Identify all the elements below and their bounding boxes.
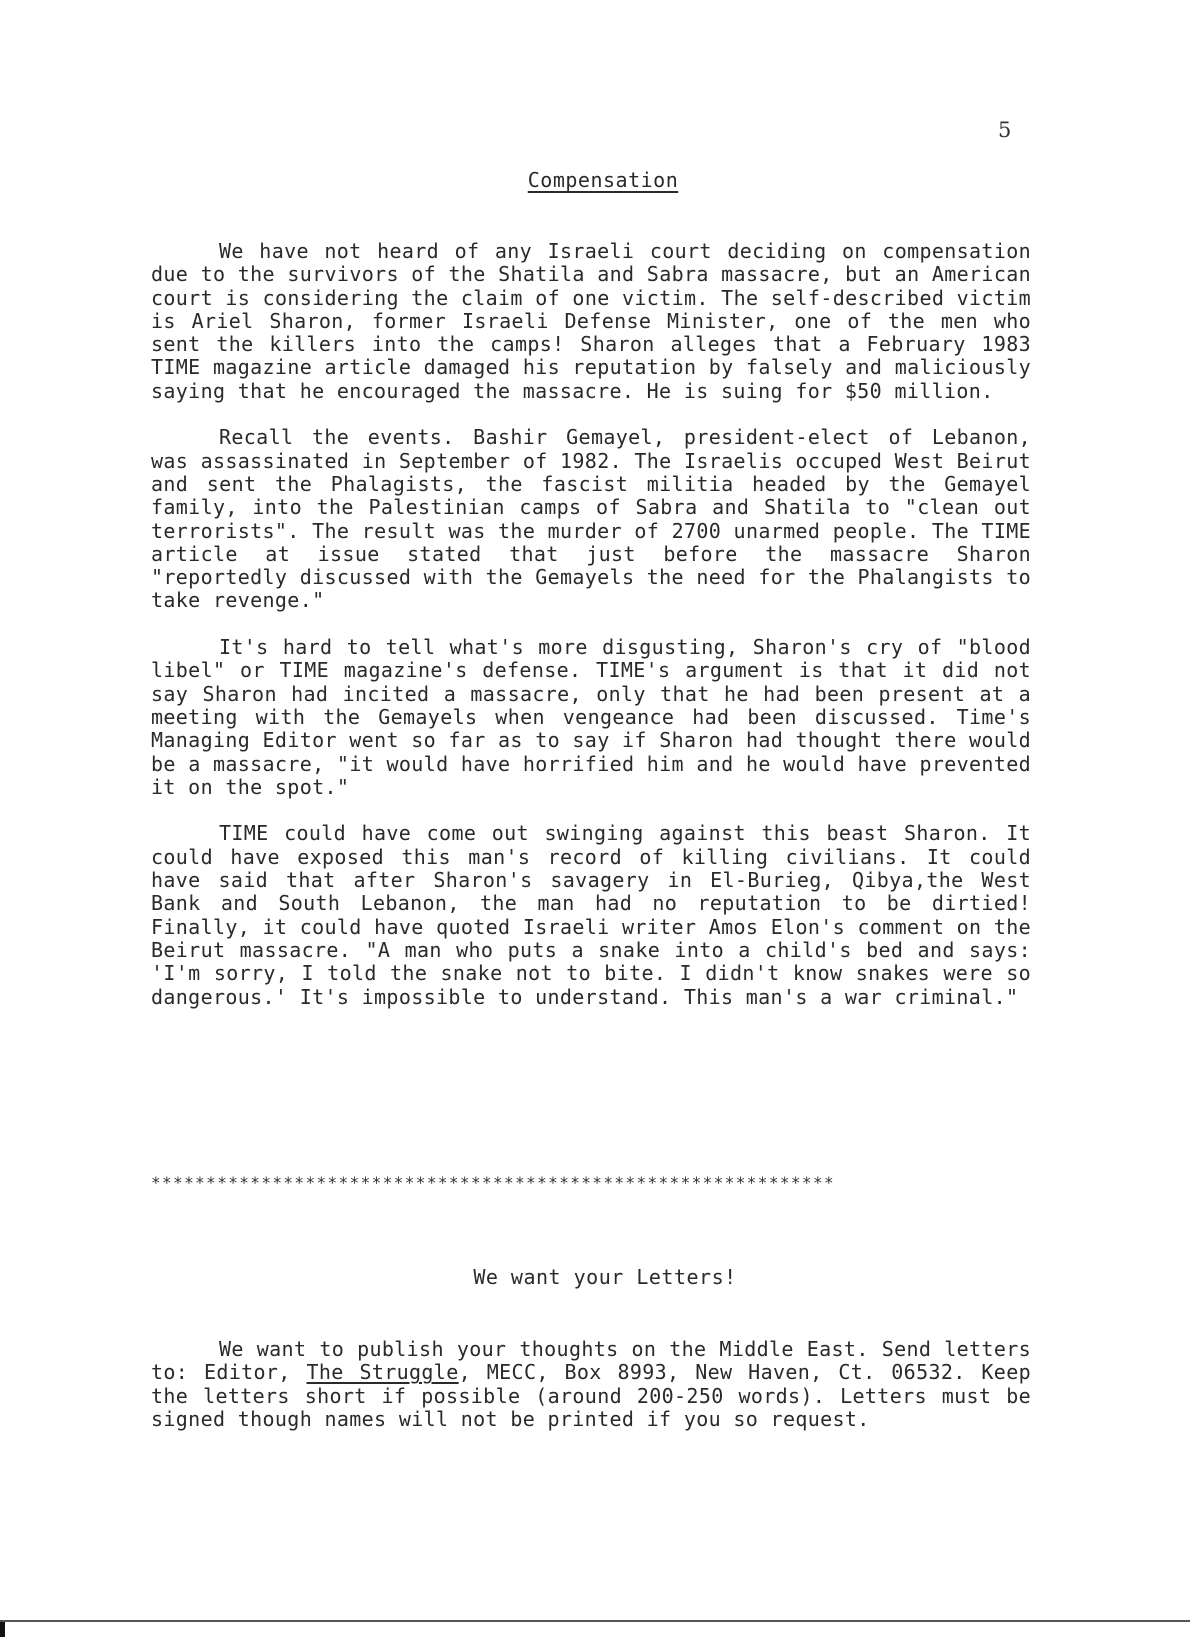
- compensation-title: [0, 168, 1190, 192]
- page-number: 5: [998, 118, 1012, 142]
- letters-paragraph: [151, 1338, 1031, 1431]
- letters-body: [151, 1338, 1031, 1431]
- letters-title: We want your Letters!: [473, 1265, 737, 1289]
- compensation-paragraph-3: It's hard to tell what's more disgusting, Sharon's cry of "blood libel" or TIME magazine's defense. TIME's argument is that it did not say Sharon had incited a massacre, only that he had been present at a meeting with the Gemayels when vengeance had been discussed. Time's Managing Editor went so far as to say if Sharon had thought there would be a massacre, "it would have horrified him and he would have prevented it on the spot.": [151, 635, 1031, 799]
- publication-name: The Struggle: [306, 1360, 459, 1385]
- scan-bottom-line: [0, 1620, 1190, 1622]
- compensation-paragraph-2: Recall the events. Bashir Gemayel, president-elect of Lebanon, was assassinated in September of 1982. The Israelis occuped West Beirut and sent the Phalagists, the fascist militia headed by the Gemayel family, into the Palestinian camps of Sabra and Shatila to "clean out terrorists". The result was the murder of 2700 unarmed people. The TIME article at issue stated that just before the massacre Sharon "reportedly discussed with the Gemayels the need for the Phalangists to take revenge.": [151, 425, 1031, 613]
- scan-edge-mark: [0, 1622, 5, 1637]
- compensation-paragraph-4: TIME could have come out swinging against this beast Sharon. It could have exposed this man's record of killing civilians. It could have said that after Sharon's savagery in El-Burieg, Qibya,the West Bank and South Lebanon, the man had no reputation to be dirtied! Finally, it could have quoted Israeli writer Amos Elon's comment on the Beirut massacre. "A man who puts a snake into a child's bed and says: 'I'm sorry, I told the snake not to bite. I didn't know snakes were so dangerous.' It's impossible to understand. This man's a war criminal.": [151, 821, 1031, 1009]
- letters-rest: , MECC, Box 8993, New Haven, Ct. 06532. Keep the letters short if possible (around 200-250 words). Letters must be signed though names will not be printed if you so request.: [151, 1360, 1031, 1431]
- asterisk-separator: **************************************************************: [151, 1173, 836, 1192]
- compensation-body: [151, 240, 1031, 1009]
- compensation-title-text: Compensation: [527, 168, 679, 192]
- compensation-paragraph-1: We have not heard of any Israeli court deciding on compensation due to the survivors of the Shatila and Sabra massacre, but an American court is considering the claim of one victim. The self-described victim is Ariel Sharon, former Israeli Defense Minister, one of the men who sent the killers into the camps! Sharon alleges that a February 1983 TIME magazine article damaged his reputation by falsely and maliciously saying that he encouraged the massacre. He is suing for $50 million.: [151, 239, 1031, 403]
- letters-intro: We want to publish your thoughts on the Middle East. Send letters to: Editor,: [151, 1337, 1031, 1385]
